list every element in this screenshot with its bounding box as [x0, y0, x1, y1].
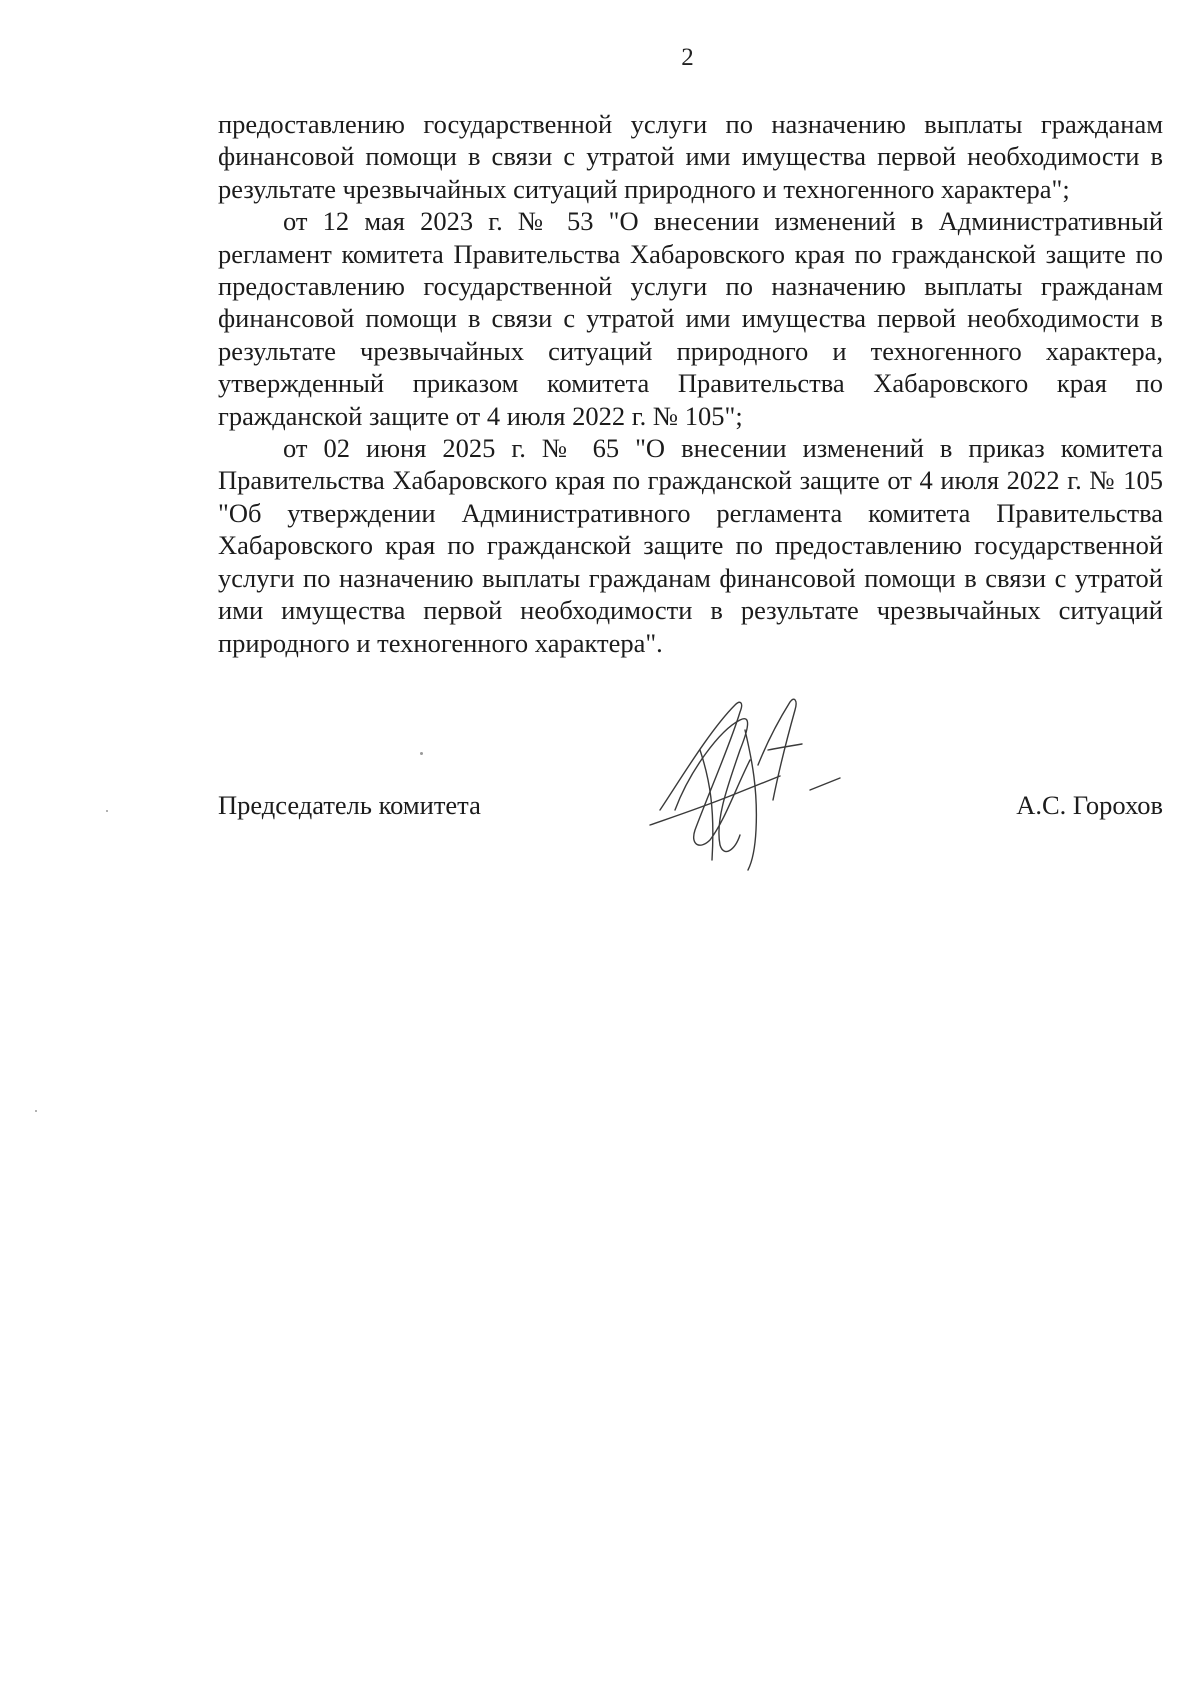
page-number: 2 — [681, 44, 694, 71]
scan-speck — [35, 1110, 37, 1112]
scan-speck — [106, 810, 108, 812]
handwritten-signature — [640, 690, 870, 875]
document-body — [218, 108, 1163, 659]
signature-block — [218, 790, 1163, 830]
paragraph-continuation: предоставлению государственной услуги по назначению выплаты гражданам финансовой помощи в связи с утратой ими имущества первой необходимости в результате чрезвычайных ситуаций природного и техногенного характера"; — [218, 109, 1163, 204]
signer-name: А.С. Горохов — [1016, 790, 1163, 820]
paragraph-order-53: от 12 мая 2023 г. № 53 "О внесении изменений в Административный регламент комитета Правительства Хабаровского края по гражданской защите по предоставлению государственной услуги по назначению выплаты гражданам финансовой помощи в связи с утратой ими имущества первой необходимости в результате чрезвычайных ситуаций природного и техногенного характера, утвержденный приказом комитета Правительства Хабаровского края по гражданской защите от 4 июля 2022 г. № 105"; — [218, 206, 1163, 431]
scan-speck — [420, 752, 423, 755]
signer-position: Председатель комитета — [218, 790, 481, 820]
paragraph-order-65: от 02 июня 2025 г. № 65 "О внесении изменений в приказ комитета Правительства Хабаровского края по гражданской защите от 4 июля 2022 г. № 105 "Об утверждении Административного регламента комитета Правительства Хабаровского края по гражданской защите по предоставлению государственной услуги по назначению выплаты гражданам финансовой помощи в связи с утратой ими имущества первой необходимости в результате чрезвычайных ситуаций природного и техногенного характера". — [218, 433, 1163, 658]
